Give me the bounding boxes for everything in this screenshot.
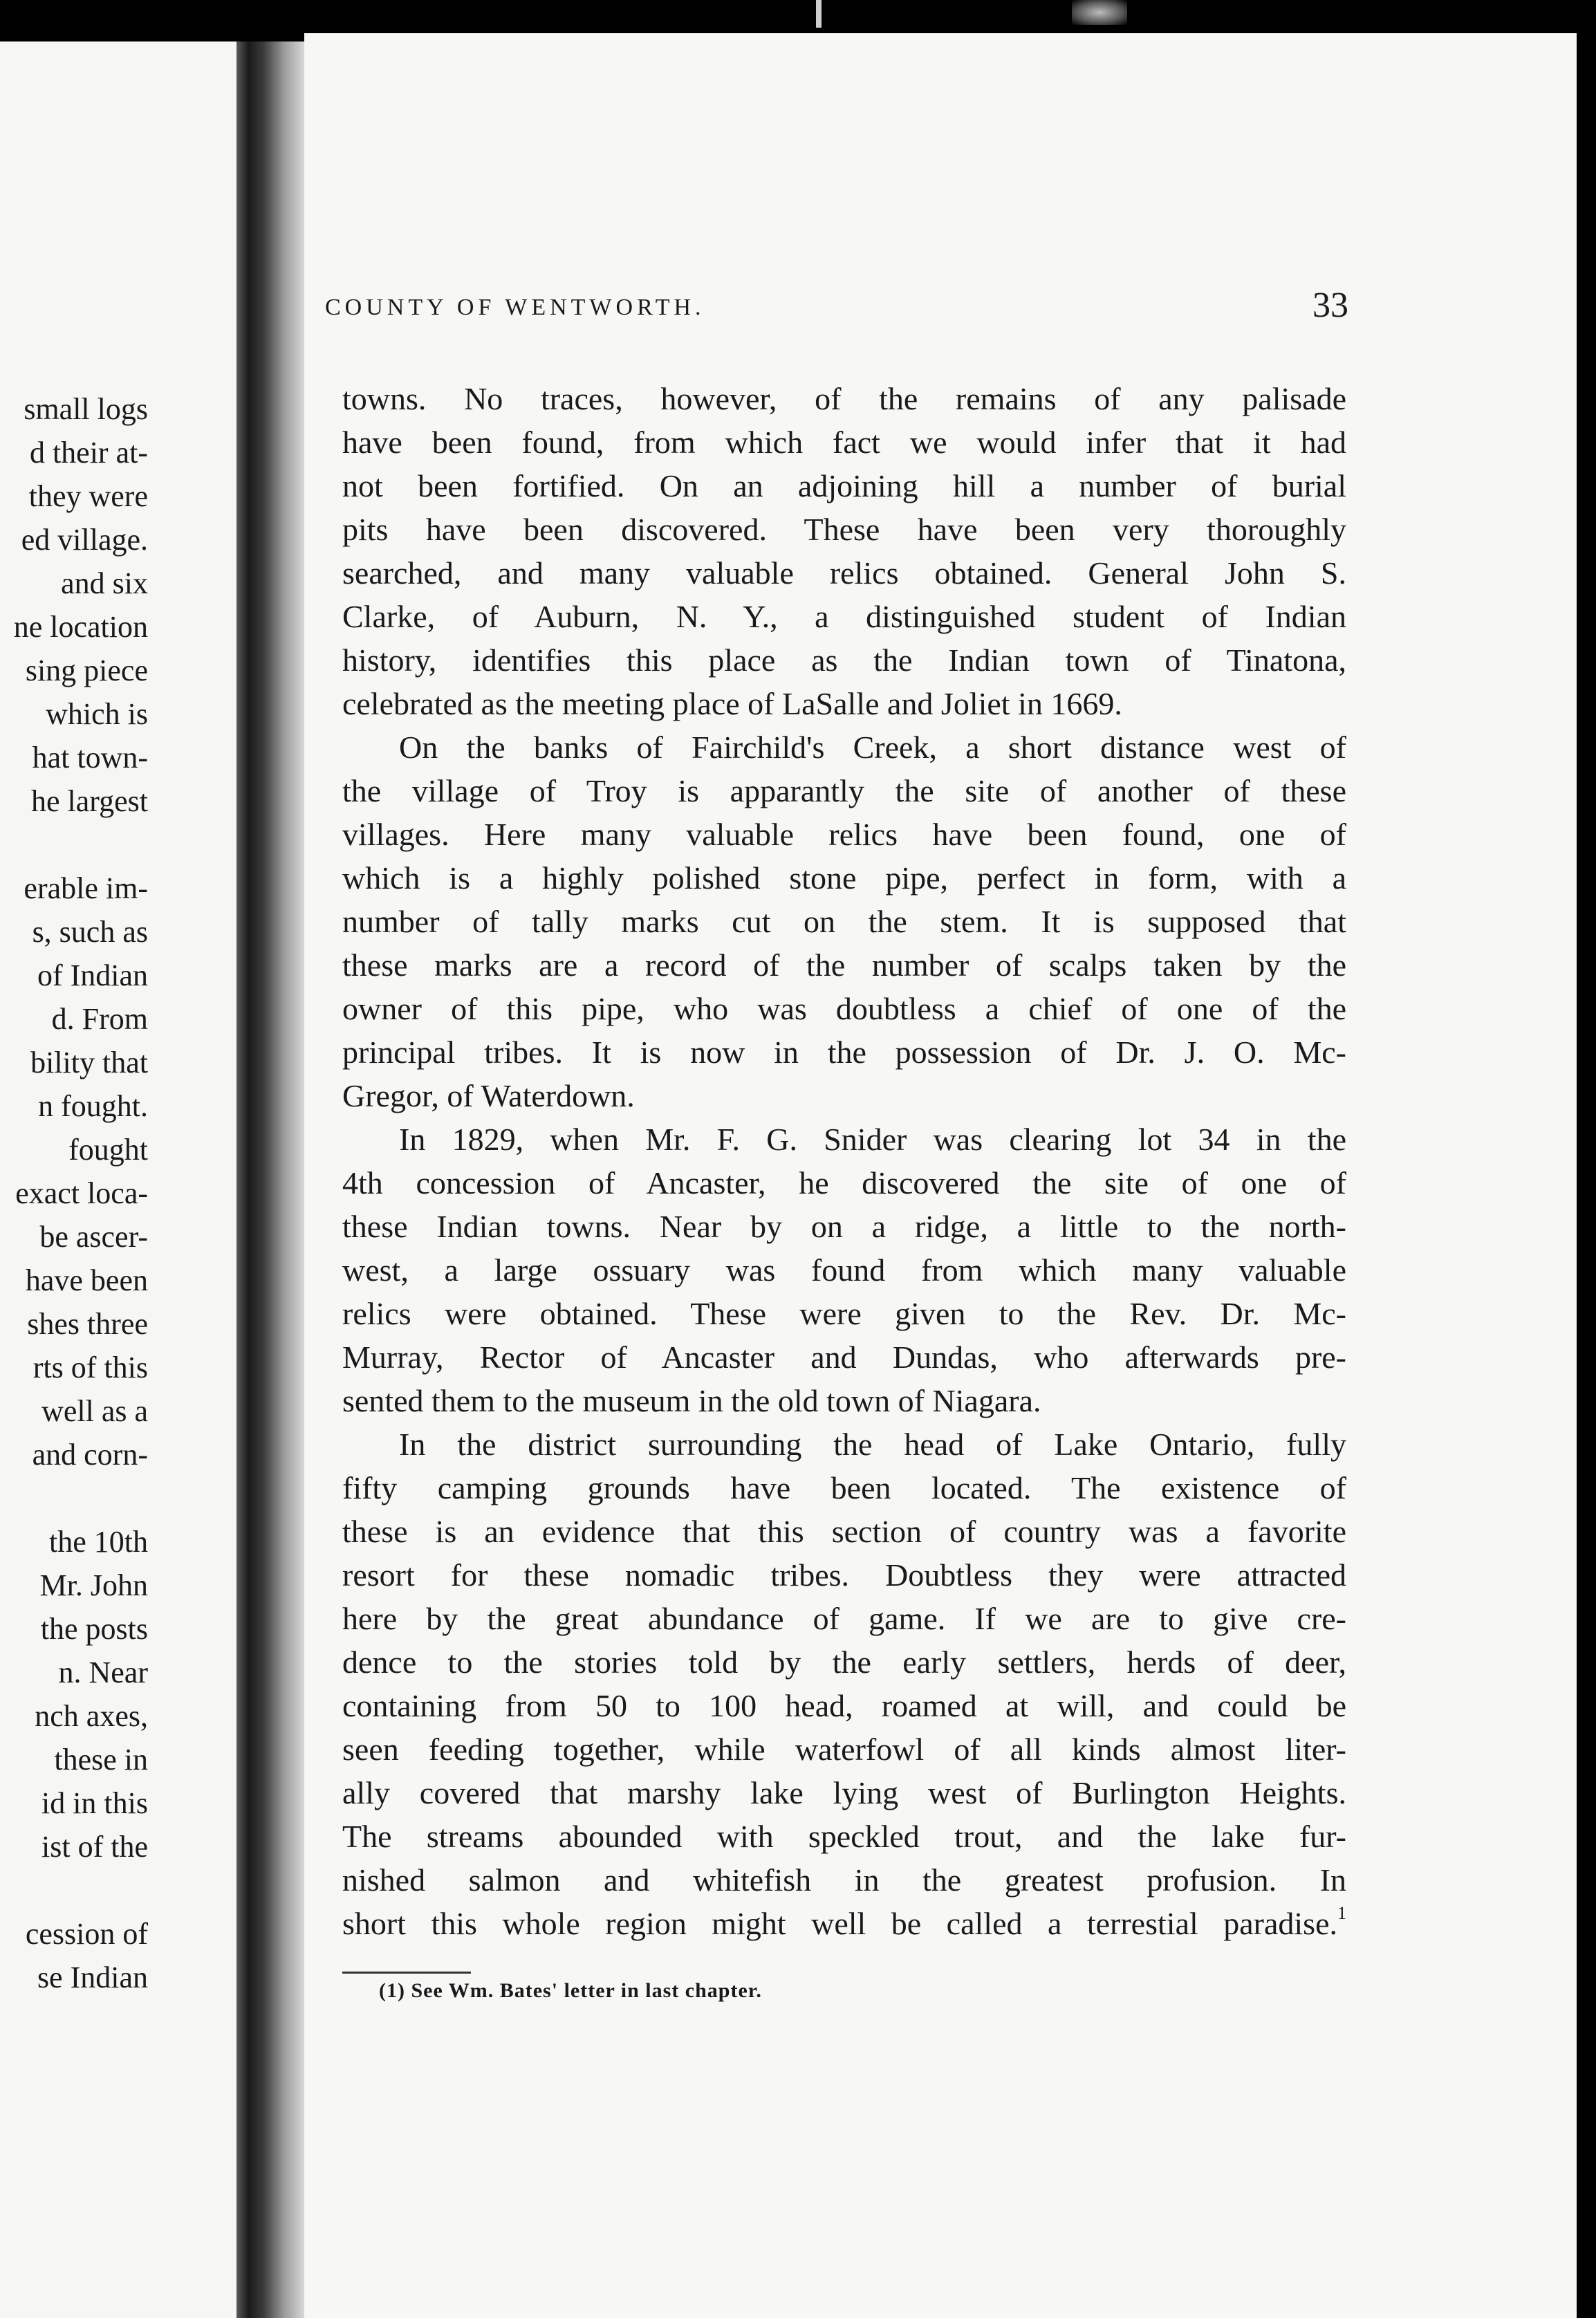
text-line: searched, and many valuable relics obtained. General John S. [342,555,1346,591]
previous-page-line: have been [25,1263,148,1297]
running-header [325,285,1348,333]
previous-page-line: ed village. [21,523,148,557]
previous-page-line: cession of [25,1917,148,1951]
text-line: west, a large ossuary was found from which many valuable [342,1252,1346,1288]
text-line: Clarke, of Auburn, N. Y., a distinguished student of Indian [342,599,1346,634]
scan-artifact [1072,0,1127,25]
previous-page-line: Mr. John [39,1568,148,1602]
previous-page-line: bility that [30,1046,148,1079]
previous-page-line: shes three [27,1307,148,1341]
text-line: nished salmon and whitefish in the greatest profusion. In [342,1862,1346,1898]
previous-page-line: ne location [13,610,148,644]
text-line: these Indian towns. Near by on a ridge, a little to the north- [342,1209,1346,1244]
previous-page-line [0,823,148,866]
previous-page-line: of Indian [37,958,148,992]
text-line: history, identifies this place as the Indian town of Tinatona, [342,642,1346,678]
previous-page-line: s, such as [32,915,148,949]
previous-page-line: n fought. [38,1089,148,1123]
previous-page-line: rts of this [33,1351,148,1384]
text-line [342,1902,1346,1945]
text-line: fifty camping grounds have been located. The existence of [342,1470,1346,1505]
page-body [342,377,1346,1945]
text-line: owner of this pipe, who was doubtless a chief of one of the [342,991,1346,1026]
previous-page-fragment [0,41,236,2318]
previous-page-line: d. From [51,1002,148,1036]
text-line: not been fortified. On an adjoining hill a number of burial [342,468,1346,503]
previous-page-line: exact loca- [15,1176,148,1210]
previous-page-line: ist of the [41,1830,148,1864]
previous-page-line: n. Near [58,1656,148,1689]
page-number: 33 [1312,286,1348,325]
text-line: In the district surrounding the head of Lake Ontario, fully [399,1427,1346,1462]
text-line: containing from 50 to 100 head, roamed at will, and could be [342,1688,1346,1723]
text-line: the village of Troy is apparantly the site of another of these [342,773,1346,808]
text-line: villages. Here many valuable relics have been found, one of [342,817,1346,852]
previous-page-line: be ascer- [39,1220,148,1254]
previous-page-line: id in this [41,1786,148,1820]
previous-page-line: sing piece [25,653,148,687]
text-line: relics were obtained. These were given to the Rev. Dr. Mc- [342,1296,1346,1331]
text-line: Gregor, of Waterdown. [342,1078,635,1113]
text-line-content: short this whole region might well be called a terrestial paradise. [342,1906,1337,1941]
previous-page-line: and six [61,566,148,600]
text-line: In 1829, when Mr. F. G. Snider was clearing lot 34 in the [399,1122,1346,1157]
previous-page-line: the 10th [49,1525,148,1559]
book-spine-gutter [236,41,304,2318]
text-line: 4th concession of Ancaster, he discovered the site of one of [342,1165,1346,1200]
previous-page-line [0,1476,148,1520]
previous-page-line: these in [54,1743,148,1777]
text-line: which is a highly polished stone pipe, perfect in form, with a [342,860,1346,896]
text-line: here by the great abundance of game. If we are to give cre- [342,1601,1346,1636]
previous-page-line: well as a [41,1394,148,1428]
previous-page-line: fought [68,1133,148,1167]
text-line: seen feeding together, while waterfowl of all kinds almost liter- [342,1732,1346,1767]
text-line: have been found, from which fact we would infer that it had [342,425,1346,460]
text-line: sented them to the museum in the old town of Niagara. [342,1383,1041,1418]
text-line: towns. No traces, however, of the remains of any palisade [342,381,1346,416]
running-title: COUNTY OF WENTWORTH. [325,295,705,320]
previous-page-line: he largest [30,784,148,818]
text-line: Murray, Rector of Ancaster and Dundas, who afterwards pre- [342,1339,1346,1375]
text-line: On the banks of Fairchild's Creek, a short distance west of [399,730,1346,765]
previous-page-text [0,387,148,1999]
text-line: pits have been discovered. These have been very thoroughly [342,512,1346,547]
text-line: The streams abounded with speckled trout, and the lake fur- [342,1819,1346,1854]
footnote: (1) See Wm. Bates' letter in last chapter. [379,1979,762,2002]
footnote-divider [342,1972,471,1974]
previous-page-line: se Indian [37,1960,148,1994]
footnote-marker[interactable]: 1 [1337,1903,1346,1923]
previous-page-line: and corn- [32,1438,148,1472]
previous-page-line: nch axes, [35,1699,148,1733]
text-line: resort for these nomadic tribes. Doubtless they were attracted [342,1557,1346,1593]
previous-page-line: d their at- [29,436,148,470]
previous-page-line: the posts [40,1612,148,1646]
previous-page-line: which is [46,697,148,731]
previous-page-line: erable im- [24,871,148,905]
previous-page-line: they were [28,479,148,513]
previous-page-line: hat town- [32,741,148,775]
text-line: principal tribes. It is now in the possession of Dr. J. O. Mc- [342,1035,1346,1070]
text-line: these is an evidence that this section of country was a favorite [342,1514,1346,1549]
previous-page-line [0,1869,148,1912]
text-line: number of tally marks cut on the stem. It is supposed that [342,904,1346,939]
scan-artifact [816,0,822,28]
previous-page-line: small logs [24,392,148,426]
text-line: ally covered that marshy lake lying west of Burlington Heights. [342,1775,1346,1810]
text-line: dence to the stories told by the early settlers, herds of deer, [342,1644,1346,1680]
text-line: these marks are a record of the number of scalps taken by the [342,947,1346,983]
text-line: celebrated as the meeting place of LaSalle and Joliet in 1669. [342,686,1122,721]
